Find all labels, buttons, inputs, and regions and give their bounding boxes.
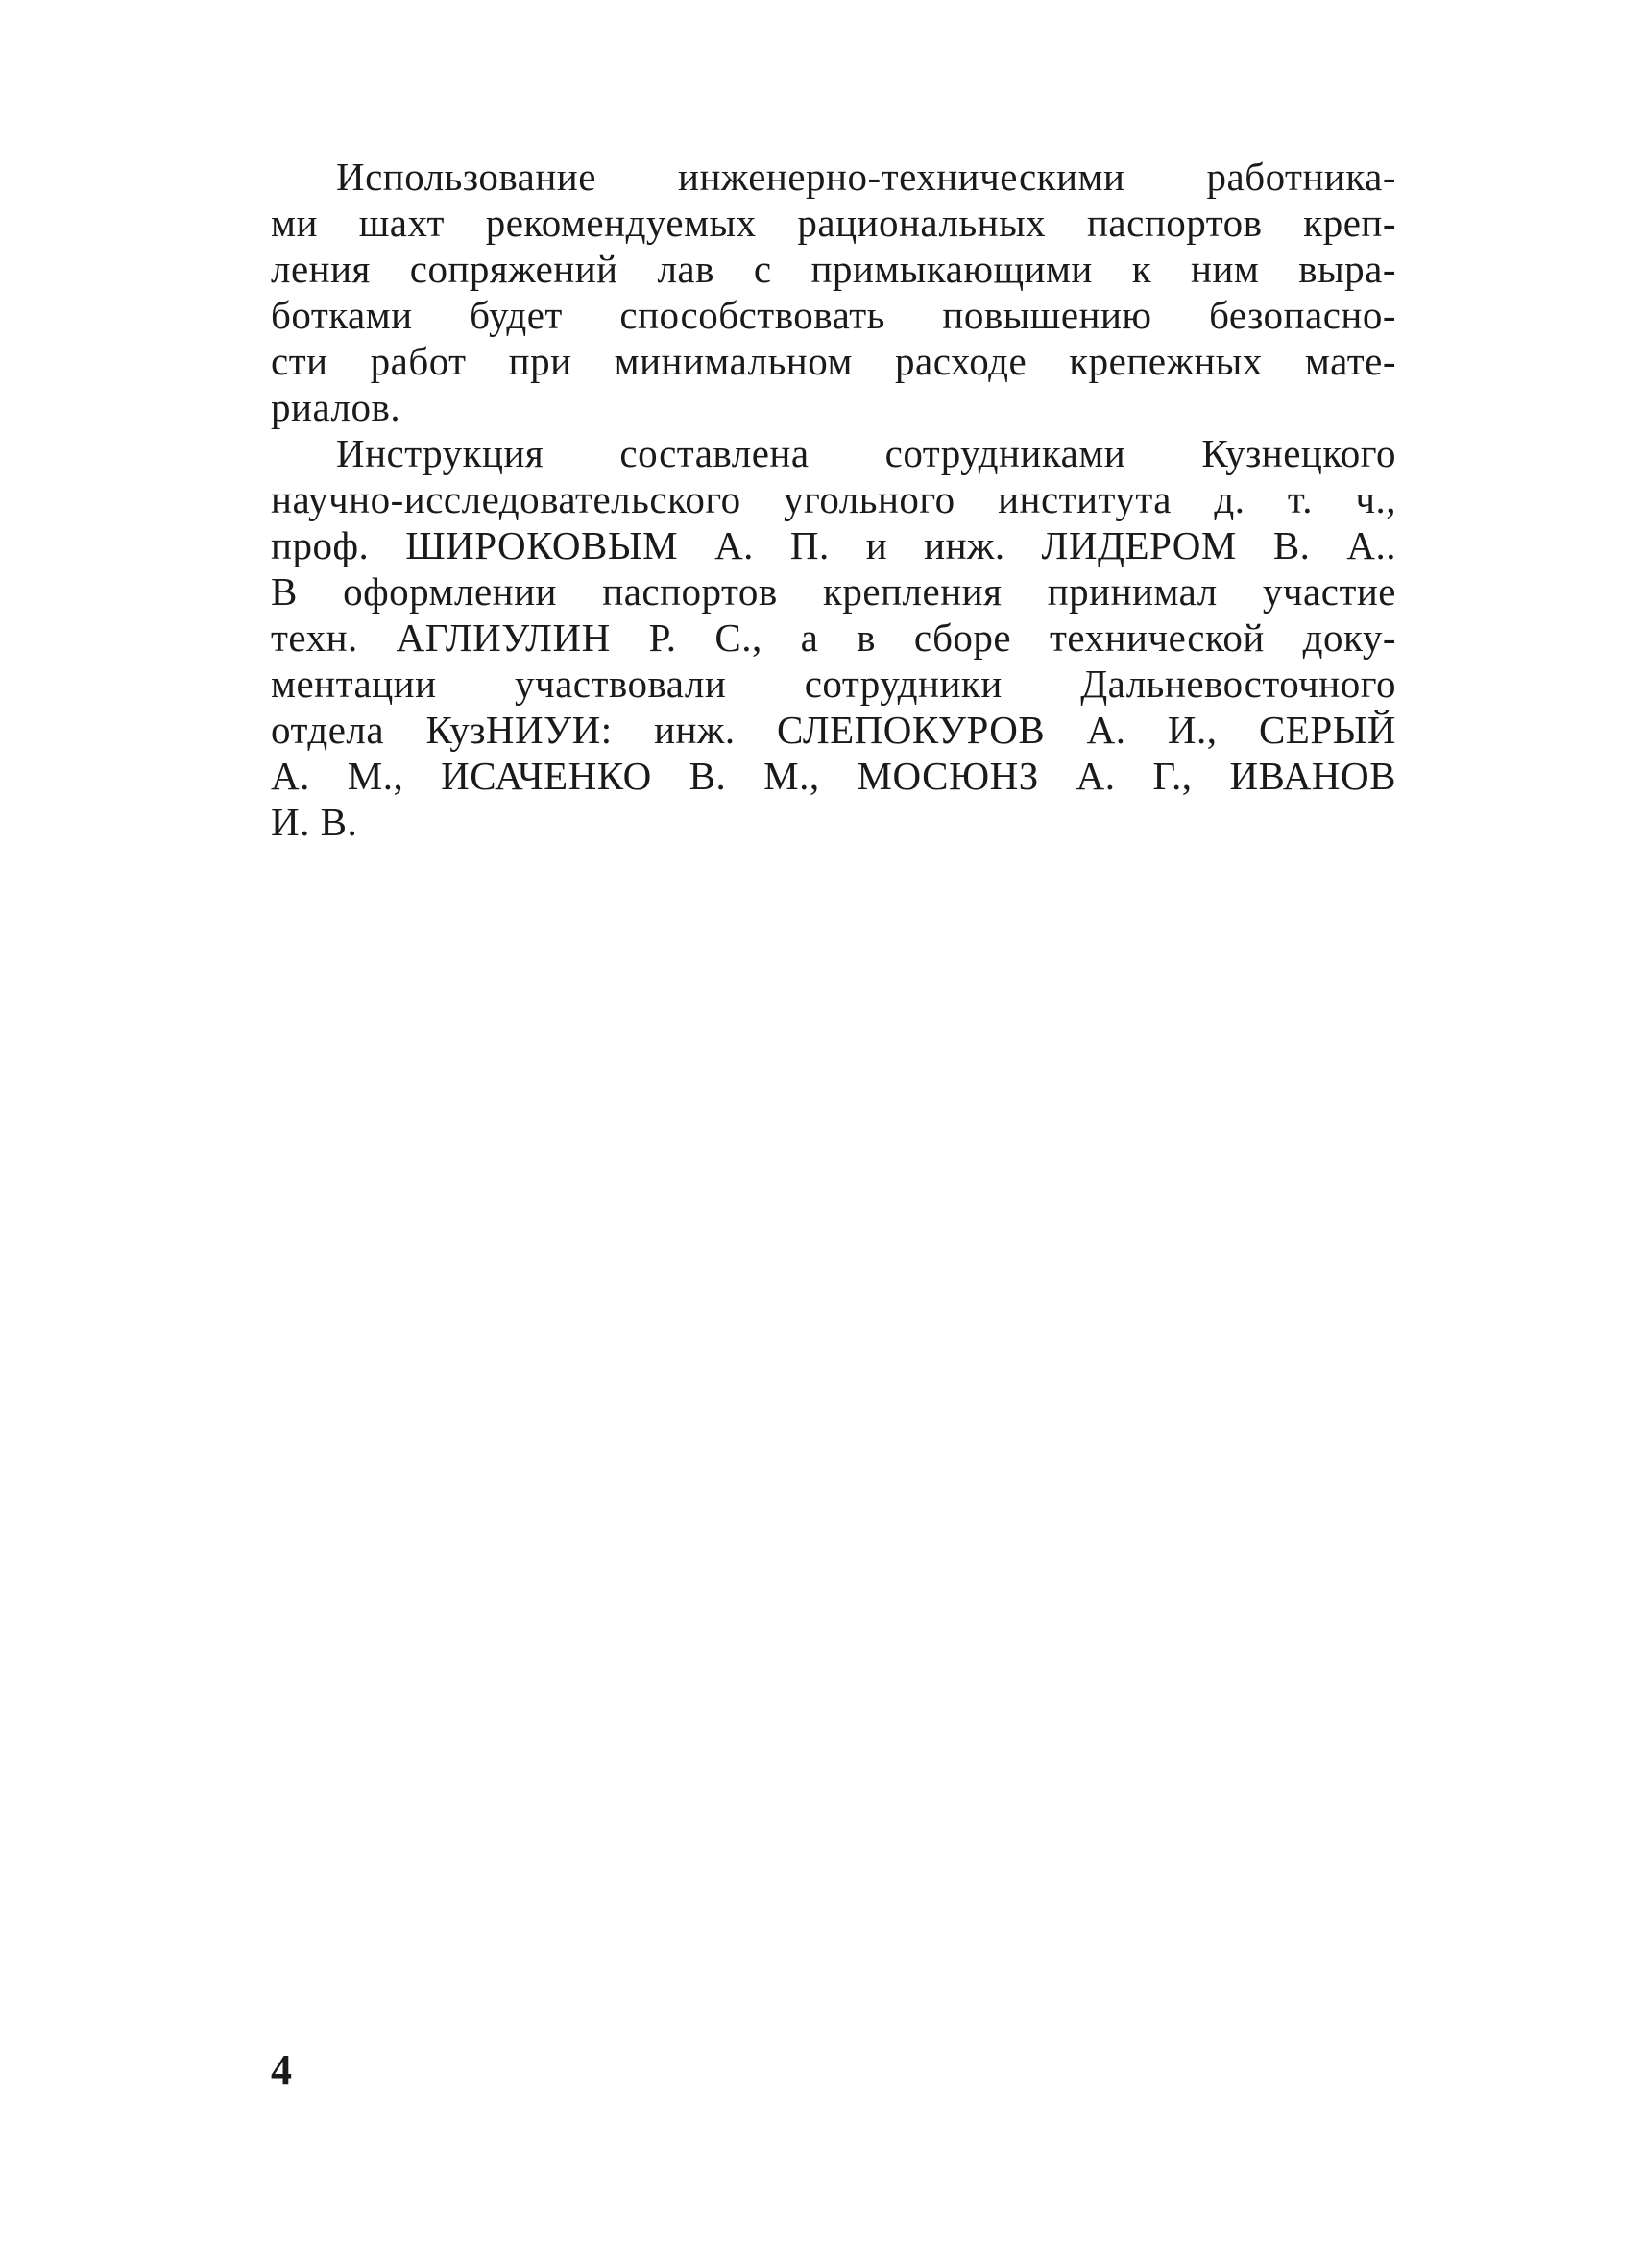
text-line: ми шахт рекомендуемых рациональных паспортов креп-: [271, 201, 1396, 245]
text-line: ления сопряжений лав с примыкающими к ним выра-: [271, 247, 1396, 291]
text-line: Использование инженерно-техническими работника-: [336, 155, 1396, 199]
text-line: проф. ШИРОКОВЫМ А. П. и инж. ЛИДЕРОМ В. А..: [271, 523, 1396, 567]
text-line: В оформлении паспортов крепления принимал участие: [271, 569, 1396, 614]
text-line: риалов.: [271, 385, 401, 429]
text-line: И. В.: [271, 800, 358, 844]
text-line: ментации участвовали сотрудники Дальневосточного: [271, 662, 1396, 706]
paragraph-authors: [271, 430, 1396, 845]
text-line: отдела КузНИУИ: инж. СЛЕПОКУРОВ А. И., СЕРЫЙ: [271, 708, 1396, 752]
text-line: Инструкция составлена сотрудниками Кузнецкого: [336, 431, 1396, 475]
text-line: ботками будет способствовать повышению безопасно-: [271, 293, 1396, 337]
text-line: научно-исследовательского угольного института д. т. ч.,: [271, 477, 1396, 521]
text-line: сти работ при минимальном расходе крепежных мате-: [271, 339, 1396, 383]
body-text: [271, 154, 1396, 845]
text-line: техн. АГЛИУЛИН Р. С., а в сборе технической доку-: [271, 615, 1396, 660]
text-line: А. М., ИСАЧЕНКО В. М., МОСЮНЗ А. Г., ИВАНОВ: [271, 754, 1396, 798]
paragraph-usage: [271, 154, 1396, 430]
page-number: 4: [271, 2046, 292, 2093]
